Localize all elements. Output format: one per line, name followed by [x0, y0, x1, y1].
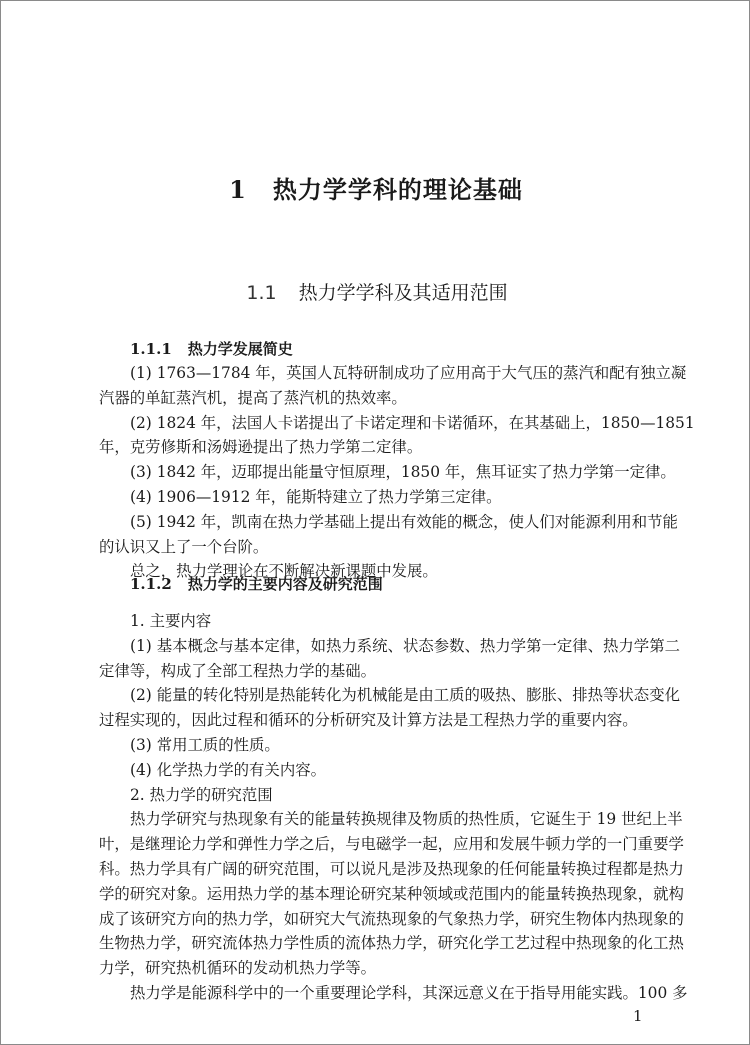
chapter-title-text: 热力学学科的理论基础: [272, 175, 523, 204]
subsection-body-2: [99, 609, 688, 1006]
subsection-title: 热力学发展简史: [187, 340, 293, 358]
subsection-title: 热力学的主要内容及研究范围: [187, 575, 383, 593]
paragraph-line: (2) 能量的转化特别是热能转化为机械能是由工质的吸热、膨胀、排热等状态变化: [130, 686, 680, 705]
paragraph-line: 热力学研究与热现象有关的能量转换规律及物质的热性质，它诞生于 19 世纪上半: [130, 810, 683, 829]
paragraph-line: 汽器的单缸蒸汽机，提高了蒸汽机的热效率。: [99, 388, 407, 407]
subsection-number: 1.1.2: [130, 575, 172, 593]
paragraph-line: 定律等，构成了全部工程热力学的基础。: [99, 661, 377, 680]
paragraph-line: 1. 主要内容: [130, 612, 212, 630]
paragraph-line: (4) 1906—1912 年，能斯特建立了热力学第三定律。: [130, 487, 502, 506]
paragraph-line: 2. 热力学的研究范围: [130, 785, 273, 804]
subsection-heading-1: [130, 338, 293, 359]
paragraph-line: (1) 基本概念与基本定律，如热力系统、状态参数、热力学第一定律、热力学第二: [130, 636, 680, 655]
paragraph-line: 力学，研究热机循环的发动机热力学等。: [99, 959, 377, 978]
section-heading: [1, 278, 750, 305]
chapter-title: [1, 170, 750, 205]
section-title: 热力学学科及其适用范围: [298, 282, 508, 304]
paragraph-line: (3) 常用工质的性质。: [130, 735, 280, 754]
section-number: 1.1: [246, 282, 277, 304]
page-number: 1: [633, 1007, 643, 1025]
paragraph-line: 学的研究对象。运用热力学的基本理论研究某种领域或范围内的能量转换热现象，就构: [99, 884, 684, 903]
paragraph-line: (1) 1763—1784 年，英国人瓦特研制成功了应用高于大气压的蒸汽和配有独立凝: [130, 364, 687, 382]
paragraph-line: 科。热力学具有广阔的研究范围，可以说凡是涉及热现象的任何能量转换过程都是热力: [99, 859, 684, 878]
paragraph-line: 热力学是能源科学中的一个重要理论学科，其深远意义在于指导用能实践。100 多: [130, 983, 688, 1002]
subsection-body-1: [99, 361, 695, 584]
paragraph-line: (3) 1842 年，迈耶提出能量守恒原理，1850 年，焦耳证实了热力学第一定律。: [130, 463, 676, 482]
paragraph-line: 年，克劳修斯和汤姆逊提出了热力学第二定律。: [99, 438, 423, 457]
paragraph-line: (5) 1942 年，凯南在热力学基础上提出有效能的概念，使人们对能源利用和节能: [130, 512, 678, 531]
paragraph-line: 的认识又上了一个台阶。: [99, 537, 269, 556]
paragraph-line: (4) 化学热力学的有关内容。: [130, 760, 326, 779]
paragraph-line: 过程实现的，因此过程和循环的分析研究及计算方法是工程热力学的重要内容。: [99, 711, 638, 730]
subsection-heading-2: [130, 573, 383, 594]
paragraph-line: 叶，是继理论力学和弹性力学之后，与电磁学一起，应用和发展牛顿力学的一门重要学: [99, 835, 684, 854]
paragraph-line: 生物热力学，研究流体热力学性质的流体热力学，研究化学工艺过程中热现象的化工热: [99, 934, 684, 953]
subsection-number: 1.1.1: [130, 340, 172, 358]
paragraph-line: 总之，热力学理论在不断解决新课题中发展。: [130, 562, 438, 581]
paragraph-line: (2) 1824 年，法国人卡诺提出了卡诺定理和卡诺循环，在其基础上，1850—1851: [130, 413, 695, 432]
chapter-number: 1: [229, 175, 247, 204]
paragraph-line: 成了该研究方向的热力学，如研究大气流热现象的气象热力学，研究生物体内热现象的: [99, 909, 684, 928]
